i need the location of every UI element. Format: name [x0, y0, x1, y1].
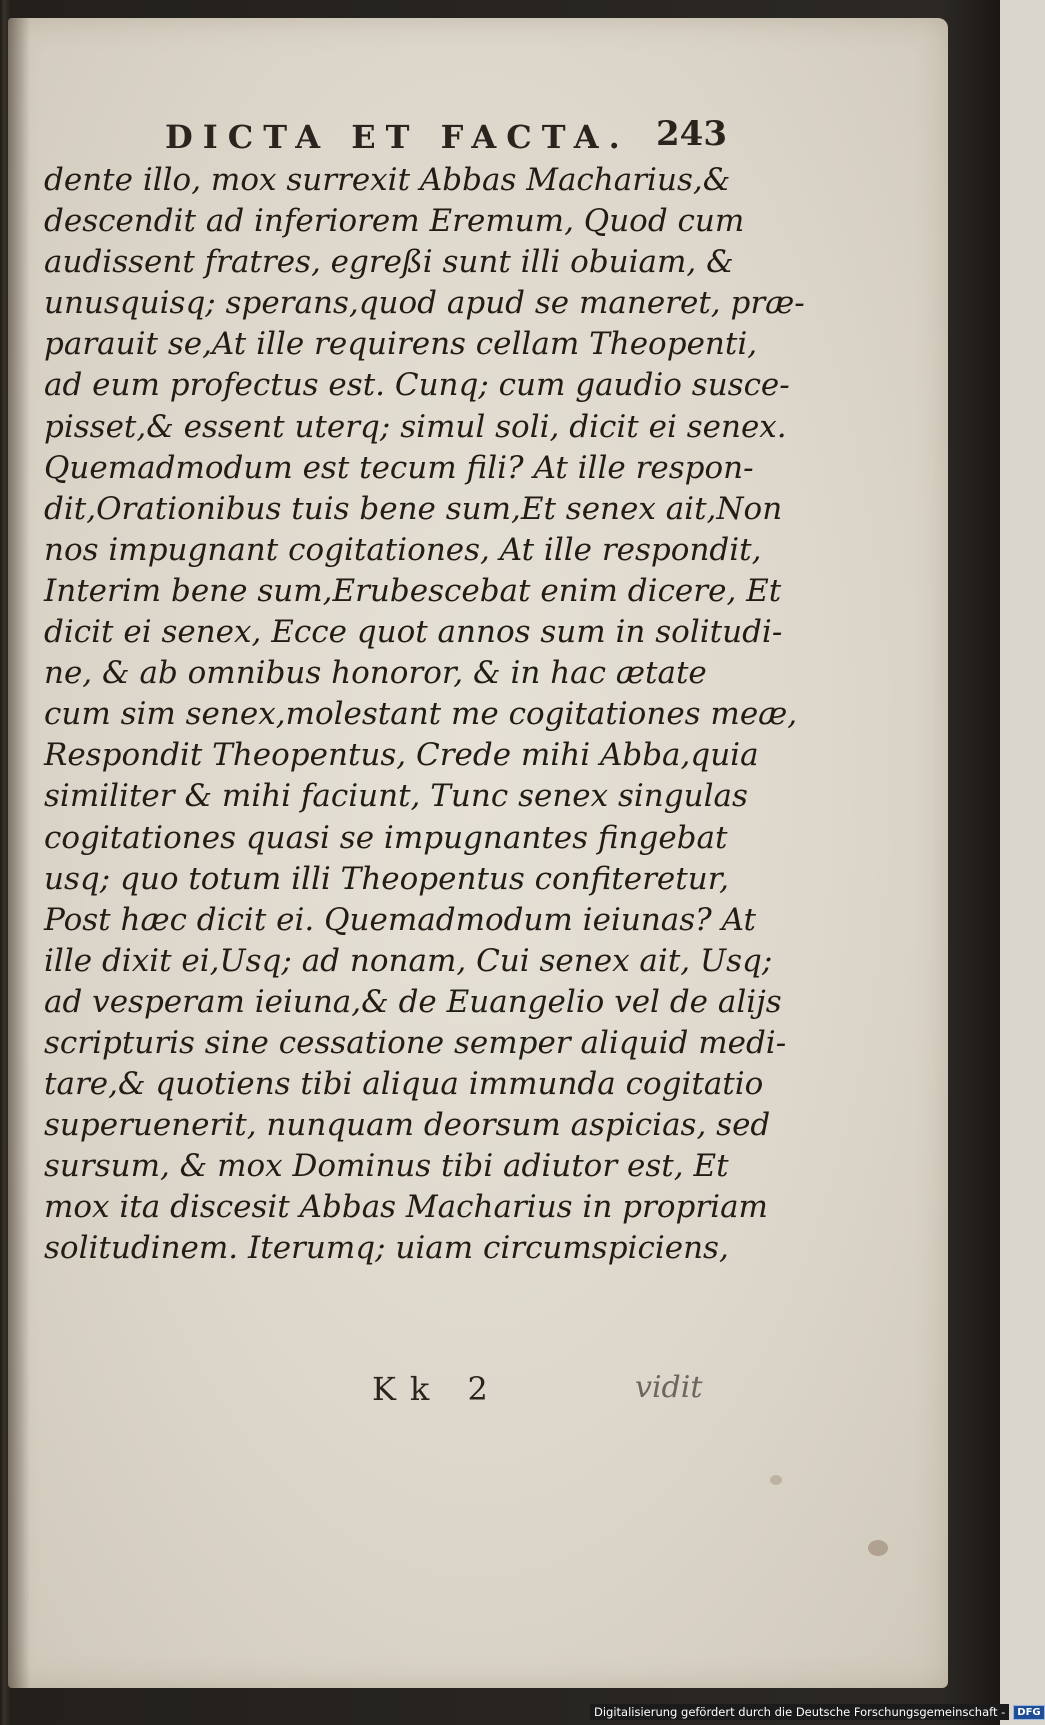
text-line: audissent fratres, egreßi sunt illi obuiam, &	[44, 244, 734, 281]
dfg-logo: DFG	[1013, 1705, 1044, 1720]
ink-stain	[868, 1540, 888, 1556]
text-line: scripturis sine cessatione semper aliquid medi-	[44, 1024, 787, 1061]
text-line: parauit se,At ille requirens cellam Theopenti,	[44, 326, 758, 363]
text-line: unusquisq; sperans,quod apud se maneret, præ-	[44, 285, 805, 322]
text-line: dicit ei senex, Ecce quot annos sum in solitudi-	[44, 614, 783, 651]
text-line: similiter & mihi faciunt, Tunc senex singulas	[44, 778, 748, 815]
text-line: ad eum profectus est. Cunq; cum gaudio susce-	[44, 367, 790, 404]
footer-bar	[590, 1702, 1045, 1722]
text-line: descendit ad inferiorem Eremum, Quod cum	[44, 203, 745, 240]
text-line: nos impugnant cogitationes, At ille respondit,	[44, 531, 762, 568]
text-line: cogitationes quasi se impugnantes fingebat	[44, 819, 728, 856]
text-line: Post hæc dicit ei. Quemadmodum ieiunas? At	[44, 901, 756, 938]
text-line: cum sim senex,molestant me cogitationes meæ,	[44, 696, 798, 733]
text-line: dit,Orationibus tuis bene sum,Et senex ait,Non	[44, 490, 783, 527]
text-line: Quemadmodum est tecum fili? At ille respon-	[44, 449, 754, 486]
page-number: 243	[656, 114, 727, 154]
text-line: tare,& quotiens tibi aliqua immunda cogitatio	[44, 1066, 764, 1103]
signature-mark: Kk 2	[372, 1370, 502, 1408]
text-line: dente illo, mox surrexit Abbas Macharius,&	[44, 162, 731, 198]
text-line: ille dixit ei,Usq; ad nonam, Cui senex ait, Usq;	[44, 942, 773, 979]
text-line: usq; quo totum illi Theopentus confiteretur,	[44, 860, 729, 897]
running-head: DICTA ET FACTA.	[165, 118, 630, 156]
text-line: Respondit Theopentus, Crede mihi Abba,quia	[44, 737, 759, 774]
text-line: sursum, & mox Dominus tibi adiutor est, Et	[44, 1148, 729, 1185]
catchword: vidit	[635, 1370, 703, 1405]
ink-stain	[770, 1475, 782, 1485]
body-text	[44, 160, 805, 1270]
text-line: ne, & ab omnibus honoror, & in hac ætate	[44, 655, 707, 692]
text-line: superuenerit, nunquam deorsum aspicias, sed	[44, 1107, 771, 1144]
text-line: Interim bene sum,Erubescebat enim dicere, Et	[44, 572, 782, 609]
text-line: ad vesperam ieiuna,& de Euangelio vel de alijs	[44, 983, 782, 1020]
text-line: mox ita discesit Abbas Macharius in propriam	[44, 1189, 768, 1226]
footer-credit: Digitalisierung gefördert durch die Deutsche Forschungsgemeinschaft -	[590, 1704, 1009, 1720]
text-line: pisset,& essent uterq; simul soli, dicit ei senex.	[44, 408, 787, 445]
page-gutter-shadow	[8, 18, 30, 1688]
text-line: solitudinem. Iterumq; uiam circumspiciens,	[44, 1230, 729, 1267]
